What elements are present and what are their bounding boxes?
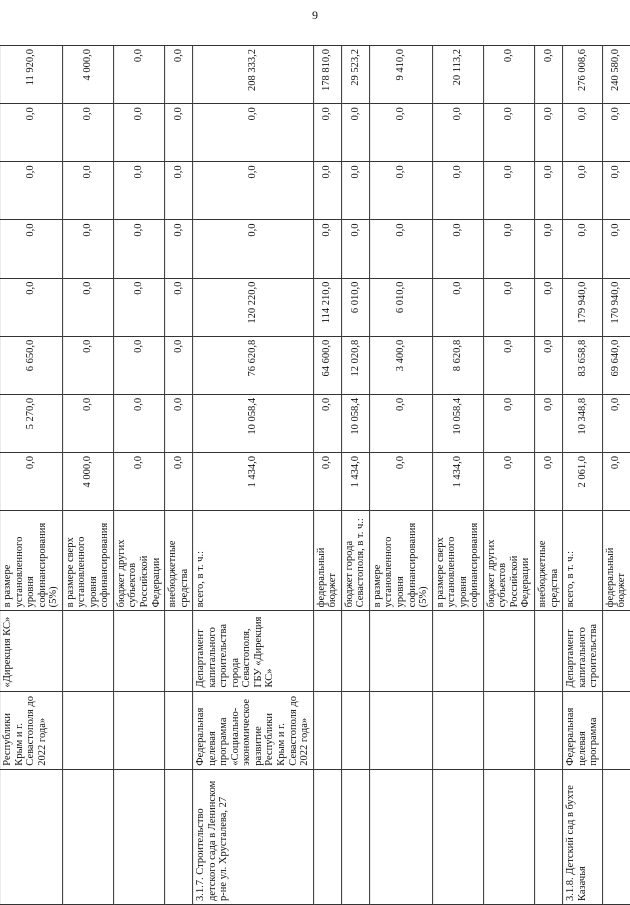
year-value-cell: 0,0 (165, 394, 193, 452)
year-value-cell: 0,0 (535, 162, 563, 220)
year-value-cell: 10 058,4 (341, 394, 369, 452)
total-value-cell: 29 523,2 (341, 46, 369, 104)
program-cell (369, 691, 432, 769)
year-value-cell: 0,0 (313, 162, 341, 220)
year-value-cell: 0,0 (165, 104, 193, 162)
funding-source-cell: внебюджетные средства (165, 511, 193, 611)
year-value-cell: 83 658,8 (563, 336, 603, 394)
year-value-cell: 0,0 (165, 278, 193, 336)
table-row (193, 46, 313, 905)
year-value-cell: 0,0 (62, 104, 113, 162)
funding-source-cell: внебюджетные средства (535, 511, 563, 611)
item-cell: 3.1.8. Детский сад в бухте Казачья (563, 769, 603, 904)
funding-source-cell: федеральный бюджет (313, 511, 341, 611)
program-cell (483, 691, 534, 769)
year-value-cell: 12 020,8 (341, 336, 369, 394)
year-value-cell: 0,0 (535, 453, 563, 511)
year-value-cell: 2 061,0 (563, 453, 603, 511)
table-row (165, 46, 193, 905)
executor-cell (341, 611, 369, 691)
year-value-cell: 8 620,8 (432, 336, 483, 394)
year-value-cell: 0,0 (0, 220, 62, 278)
year-value-cell: 0,0 (114, 336, 165, 394)
year-value-cell: 1 434,0 (341, 453, 369, 511)
year-value-cell: 0,0 (369, 220, 432, 278)
program-cell (114, 691, 165, 769)
item-cell (0, 769, 62, 904)
program-cell (62, 691, 113, 769)
total-value-cell: 0,0 (114, 46, 165, 104)
year-value-cell: 0,0 (602, 104, 630, 162)
year-value-cell: 0,0 (432, 220, 483, 278)
year-value-cell: 0,0 (432, 278, 483, 336)
funding-source-cell: федеральный бюджет (602, 511, 630, 611)
year-value-cell: 0,0 (62, 394, 113, 452)
funding-source-cell: в размере сверх установленного уровня софинансирования (62, 511, 113, 611)
year-value-cell: 114 210,0 (313, 278, 341, 336)
table-row (563, 46, 603, 905)
budget-table (0, 45, 630, 905)
year-value-cell: 0,0 (341, 162, 369, 220)
year-value-cell: 0,0 (62, 336, 113, 394)
executor-cell (313, 611, 341, 691)
executor-cell (432, 611, 483, 691)
year-value-cell: 0,0 (62, 278, 113, 336)
year-value-cell: 0,0 (535, 336, 563, 394)
year-value-cell: 10 348,8 (563, 394, 603, 452)
budget-table-body (0, 46, 630, 905)
item-cell (341, 769, 369, 904)
executor-cell (535, 611, 563, 691)
executor-cell (369, 611, 432, 691)
table-row (0, 46, 62, 905)
executor-cell (62, 611, 113, 691)
year-value-cell: 64 600,0 (313, 336, 341, 394)
total-value-cell: 0,0 (483, 46, 534, 104)
year-value-cell: 0,0 (369, 453, 432, 511)
total-value-cell: 4 000,0 (62, 46, 113, 104)
year-value-cell: 6 010,0 (369, 278, 432, 336)
year-value-cell: 0,0 (483, 336, 534, 394)
year-value-cell: 0,0 (193, 162, 313, 220)
year-value-cell: 0,0 (369, 394, 432, 452)
funding-source-cell: всего, в т. ч.: (193, 511, 313, 611)
year-value-cell: 0,0 (535, 394, 563, 452)
program-cell (341, 691, 369, 769)
year-value-cell: 0,0 (341, 104, 369, 162)
year-value-cell: 4 000,0 (62, 453, 113, 511)
funding-source-cell: бюджет города Севастополя, в т. ч.: (341, 511, 369, 611)
executor-cell: Департамент капитального строительства (563, 611, 603, 691)
year-value-cell: 0,0 (602, 453, 630, 511)
year-value-cell: 0,0 (114, 394, 165, 452)
total-value-cell: 20 113,2 (432, 46, 483, 104)
funding-source-cell: бюджет других субъектов Российской Федерации (114, 511, 165, 611)
item-cell (114, 769, 165, 904)
year-value-cell: 76 620,8 (193, 336, 313, 394)
executor-cell (483, 611, 534, 691)
total-value-cell: 0,0 (535, 46, 563, 104)
funding-source-cell: в размере установленного уровня софинансирования (5%) (0, 511, 62, 611)
total-value-cell: 208 333,2 (193, 46, 313, 104)
table-row (62, 46, 113, 905)
year-value-cell: 0,0 (62, 162, 113, 220)
year-value-cell: 5 270,0 (0, 394, 62, 452)
year-value-cell: 0,0 (602, 220, 630, 278)
year-value-cell: 0,0 (535, 104, 563, 162)
item-cell (369, 769, 432, 904)
year-value-cell: 0,0 (0, 278, 62, 336)
year-value-cell: 0,0 (62, 220, 113, 278)
year-value-cell: 0,0 (165, 162, 193, 220)
year-value-cell: 0,0 (114, 104, 165, 162)
year-value-cell: 0,0 (602, 394, 630, 452)
executor-cell: Департамент капитального строительства города Севастополя, ГБУ «Дирекция КС» (193, 611, 313, 691)
year-value-cell: 0,0 (432, 104, 483, 162)
year-value-cell: 0,0 (114, 453, 165, 511)
year-value-cell: 0,0 (114, 220, 165, 278)
item-cell (535, 769, 563, 904)
year-value-cell: 0,0 (313, 220, 341, 278)
budget-table-rotated (0, 45, 630, 905)
year-value-cell: 0,0 (341, 220, 369, 278)
year-value-cell: 0,0 (369, 162, 432, 220)
program-cell (432, 691, 483, 769)
year-value-cell: 0,0 (114, 278, 165, 336)
item-cell (432, 769, 483, 904)
table-row (483, 46, 534, 905)
funding-source-cell: в размере установленного уровня софинансирования (5%) (369, 511, 432, 611)
year-value-cell: 69 640,0 (602, 336, 630, 394)
year-value-cell: 0,0 (114, 162, 165, 220)
year-value-cell: 0,0 (313, 104, 341, 162)
program-cell (535, 691, 563, 769)
item-cell (313, 769, 341, 904)
total-value-cell: 9 410,0 (369, 46, 432, 104)
year-value-cell: 0,0 (0, 104, 62, 162)
year-value-cell: 0,0 (563, 104, 603, 162)
total-value-cell: 276 008,6 (563, 46, 603, 104)
item-cell (602, 769, 630, 904)
table-row (432, 46, 483, 905)
year-value-cell: 0,0 (483, 394, 534, 452)
year-value-cell: 0,0 (483, 104, 534, 162)
item-cell (165, 769, 193, 904)
program-cell: Федеральная целевая программа (563, 691, 603, 769)
year-value-cell: 0,0 (535, 278, 563, 336)
table-row (341, 46, 369, 905)
funding-source-cell: в размере сверх установленного уровня софинансирования (432, 511, 483, 611)
year-value-cell: 10 058,4 (193, 394, 313, 452)
year-value-cell: 0,0 (563, 220, 603, 278)
item-cell (62, 769, 113, 904)
year-value-cell: 3 400,0 (369, 336, 432, 394)
program-cell (602, 691, 630, 769)
year-value-cell: 0,0 (165, 220, 193, 278)
year-value-cell: 1 434,0 (193, 453, 313, 511)
total-value-cell: 240 580,0 (602, 46, 630, 104)
executor-cell (602, 611, 630, 691)
year-value-cell: 0,0 (165, 336, 193, 394)
funding-source-cell: всего, в т. ч.: (563, 511, 603, 611)
year-value-cell: 0,0 (0, 162, 62, 220)
executor-cell: «Дирекция КС» (0, 611, 62, 691)
year-value-cell: 120 220,0 (193, 278, 313, 336)
year-value-cell: 0,0 (483, 162, 534, 220)
year-value-cell: 0,0 (0, 453, 62, 511)
total-value-cell: 11 920,0 (0, 46, 62, 104)
program-cell: Республики Крым и г. Севастополя до 2022 года» (0, 691, 62, 769)
page-number: 9 (312, 8, 318, 22)
total-value-cell: 178 810,0 (313, 46, 341, 104)
year-value-cell: 0,0 (602, 162, 630, 220)
item-cell (483, 769, 534, 904)
year-value-cell: 0,0 (193, 220, 313, 278)
year-value-cell: 0,0 (313, 394, 341, 452)
year-value-cell: 6 010,0 (341, 278, 369, 336)
year-value-cell: 0,0 (165, 453, 193, 511)
program-cell: Федеральная целевая программа «Социально-экономическое развитие Республики Крым и г. Севастополя до 2022 года» (193, 691, 313, 769)
year-value-cell: 10 058,4 (432, 394, 483, 452)
year-value-cell: 0,0 (483, 220, 534, 278)
table-row (313, 46, 341, 905)
year-value-cell: 0,0 (483, 453, 534, 511)
year-value-cell: 0,0 (563, 162, 603, 220)
program-cell (313, 691, 341, 769)
funding-source-cell: бюджет других субъектов Российской Федерации (483, 511, 534, 611)
year-value-cell: 0,0 (483, 278, 534, 336)
year-value-cell: 1 434,0 (432, 453, 483, 511)
item-cell: 3.1.7. Строительство детского сада в Ленинском р-не ул. Хрусталева, 27 (193, 769, 313, 904)
table-row (369, 46, 432, 905)
executor-cell (114, 611, 165, 691)
year-value-cell: 0,0 (193, 104, 313, 162)
year-value-cell: 0,0 (369, 104, 432, 162)
executor-cell (165, 611, 193, 691)
year-value-cell: 0,0 (313, 453, 341, 511)
table-row (602, 46, 630, 905)
program-cell (165, 691, 193, 769)
year-value-cell: 6 650,0 (0, 336, 62, 394)
year-value-cell: 170 940,0 (602, 278, 630, 336)
total-value-cell: 0,0 (165, 46, 193, 104)
year-value-cell: 0,0 (535, 220, 563, 278)
table-row (114, 46, 165, 905)
table-row (535, 46, 563, 905)
year-value-cell: 0,0 (432, 162, 483, 220)
year-value-cell: 179 940,0 (563, 278, 603, 336)
